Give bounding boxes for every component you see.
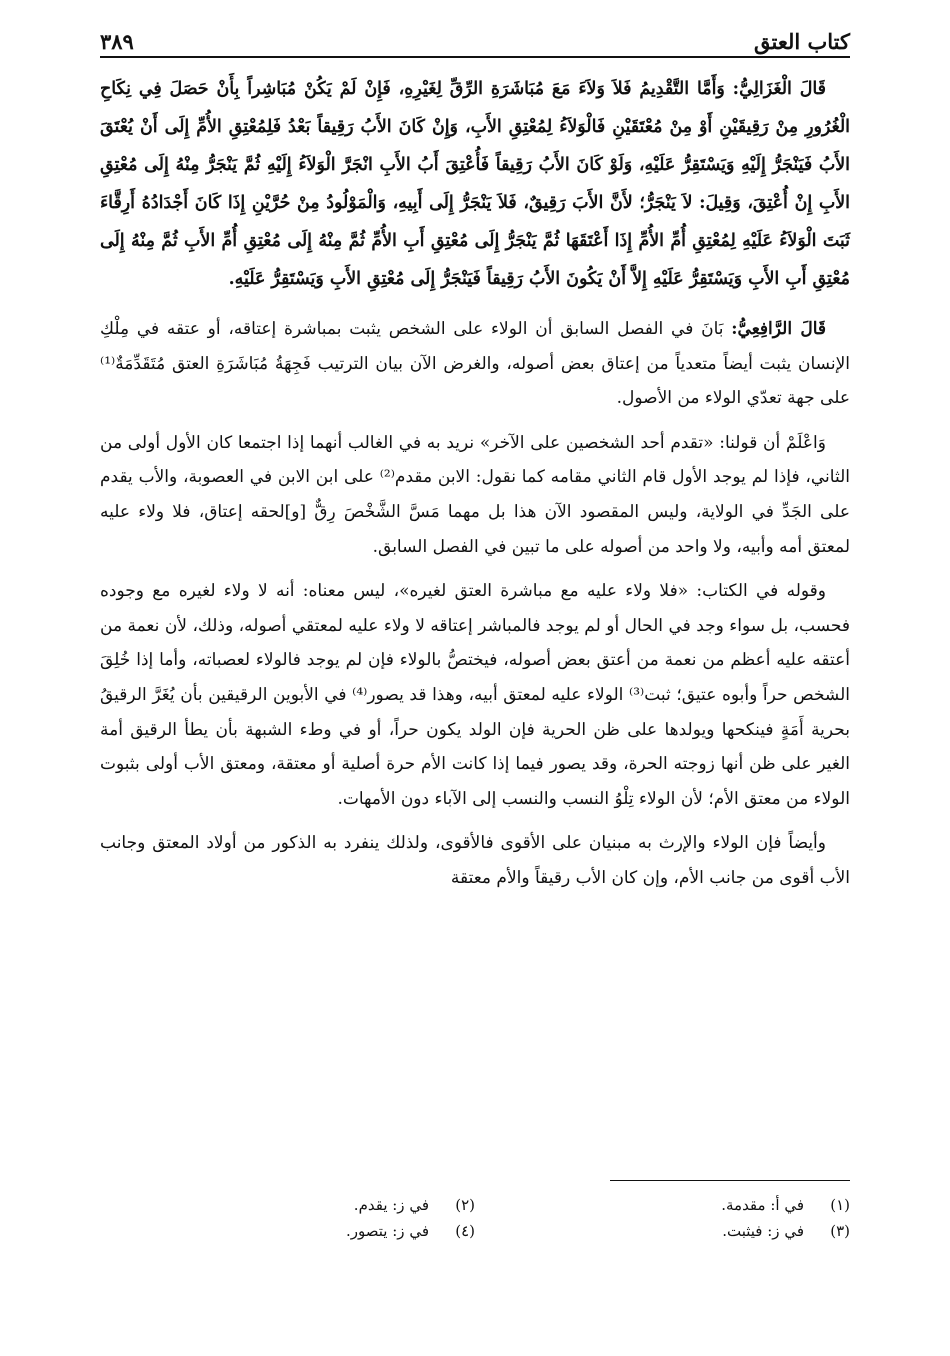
footnote-number: (٤) — [455, 1222, 475, 1240]
footnote-rule — [610, 1180, 850, 1181]
footnote — [475, 1218, 850, 1244]
footnotes — [100, 1192, 850, 1244]
commentary-paragraph-2: وَاعْلَمْ أن قولنا: «تقدم أحد الشخصين على الآخر» نريد به في الغالب أنهما إذا اجتمعا كان الأول أولى من الثاني، فإذا لم يوجد الأول قام الثاني مقامه كما نقول: الابن مقدم⁽²⁾ على ابن الابن في العصوبة، والأب يقدم على الجَدِّ في الولاية، وليس المقصود الآن هذا بل مهما مَسَّ الشَّخْصَ رِقٌّ [و]لحقه إعتاق، فلا ولاء عليه لمعتق أمه وأبيه، ولا واحد من أصوله على ما تبين في الفصل السابق. — [100, 432, 850, 557]
footnote-text: في أ: مقدمة. — [721, 1196, 804, 1214]
footnote-row — [100, 1218, 850, 1244]
body-text — [100, 70, 850, 906]
footnote-text: في ز: يتصور. — [346, 1222, 429, 1240]
footnote-number: (١) — [830, 1196, 850, 1214]
header-rule — [100, 56, 850, 58]
main-text-paragraph: قَالَ الْغَزَالِيُّ: وَأَمَّا التَّقْدِيمُ فَلاَ وَلاَءَ مَعَ مُبَاشَرَةِ الرِّقِّ لِغَيْرِهِ، فَإِنْ لَمْ يَكُنْ مُبَاشِراً بِأَنْ حَصَلَ فِي نِكَاحِ الْغُرُورِ مِنْ رَقِيقَيْنِ أَوْ مِنْ مُعْتَقَيْنِ فَالْوَلاَءُ لِمُعْتِقِ الأَبِ، وَإِنْ كَانَ الأَبُ رَقِيقاً بَعْدُ فَلِمُعْتِقِ الأُمِّ إِلَى أَنْ يُعْتَقَ الأَبُ فَيَنْجَرُّ إِلَيْهِ وَيَسْتَقِرُّ عَلَيْهِ، وَلَوْ كَانَ الأَبُ رَقِيقاً فَأُعْتِقَ أَبُ الأَبِ انْجَرَّ الْوَلاَءُ إِلَيْهِ ثُمَّ يَنْجَرُّ مِنْهُ إِلَى مُعْتِقِ الأَبِ إِنْ أُعْتِقَ، وَقِيلَ: لاَ يَنْجَرُّ؛ لأَنَّ الأَبَ رَقِيقٌ، فَلاَ يَنْجَرُّ إِلَى أَبِيهِ، وَالْمَوْلُودُ مِنْ حُرَّيْنِ إِذَا كَانَ أَجْدَادُهُ أَرِقَّاءَ ثَبَتَ الْوَلاَءُ عَلَيْهِ لِمُعْتِقِ أُمِّ الأُمِّ إِذَا أَعْتَقَهَا ثُمَّ يَنْجَرُّ إِلَى مُعْتِقِ أَبِ الأُمِّ ثُمَّ مِنْهُ إِلَى مُعْتِقِ أُمِّ الأَبِ ثُمَّ مِنْهُ إِلَى مُعْتِقِ أَبِ الأَبِ وَيَسْتَقِرُّ عَلَيْهِ إِلاَّ أَنْ يَكُونَ الأَبُ رَقِيقاً فَيَنْجَرُّ إِلَى مُعْتِقِ الأَبِ وَيَسْتَقِرُّ عَلَيْهِ. — [100, 79, 850, 289]
commentary-paragraph-3: وقوله في الكتاب: «فلا ولاء عليه مع مباشرة العتق لغيره»، ليس معناه: أنه لا ولاء لغيره مع وجوده فحسب، بل سواء وجد في الحال أو لم يوجد فالمباشر إعتاقه لا ولاء عليه لمعتقي أصوله، وذلك، لأن نعمة من أعتقه عليه أعظم من نعمة من أعتق بعض أصوله، فيختصُّ بالولاء فإن لم يوجد فالولاء لعصباته، وأما إذا خُلِقَ الشخص حراً وأبوه عتيق؛ ثبت⁽³⁾ الولاء عليه لمعتق أبيه، وهذا قد يصور⁽⁴⁾ في الأبوين الرقيقين بأن يُغَرَّ الرقيقُ بحرية أَمَةٍ فينكحها ويولدها على ظن الحرية فإن الولد يكون حراً، أو في وطء الشبهة بأن يطأ الرقيق أمة الغير على ظن أنها زوجته الحرة، وقد يصور فيما إذا كانت الأم حرة أصلية أو معتقة، ومعتق الأب أولى بثبوت الولاء من معتق الأم؛ لأن الولاء تِلْوُ النسب والنسب إلى الآباء دون الأمهات. — [100, 581, 850, 809]
commentary-text: بَانَ في الفصل السابق أن الولاء على الشخص يثبت بمباشرة إعتاقه، أو عتقه في مِلْكِ الإنسان يثبت أيضاً متعدياً من إعتاق بعض أصوله، والغرض الآن بيان الترتيب فَجِهَةُ مُبَاشَرَةِ العتق مُتَقَدِّمَةٌ⁽¹⁾ على جهة تعدّي الولاء من الأصول. — [100, 319, 850, 409]
footnote — [100, 1192, 475, 1218]
running-title: كتاب العتق — [753, 29, 850, 54]
page-number: ٣٨٩ — [100, 29, 134, 54]
footnote-text: في ز: فيثبت. — [722, 1222, 804, 1240]
footnote-row — [100, 1192, 850, 1218]
page-header — [100, 14, 850, 54]
commentary-paragraph-4: وأيضاً فإن الولاء والإرث به مبنيان على الأقوى فالأقوى، ولذلك ينفرد به الذكور من أولاد المعتق وجانب الأب أقوى من جانب الأم، وإن كان الأب رقيقاً والأم معتقة — [100, 833, 850, 888]
footnote-number: (٣) — [830, 1222, 850, 1240]
footnote — [100, 1218, 475, 1244]
footnote-number: (٢) — [455, 1196, 475, 1214]
commentary-lead: قَالَ الرَّافِعِيُّ: — [731, 319, 827, 339]
footnote-text: في ز: يقدم. — [353, 1196, 429, 1214]
footnote — [475, 1192, 850, 1218]
commentary-paragraph-1 — [100, 312, 850, 416]
